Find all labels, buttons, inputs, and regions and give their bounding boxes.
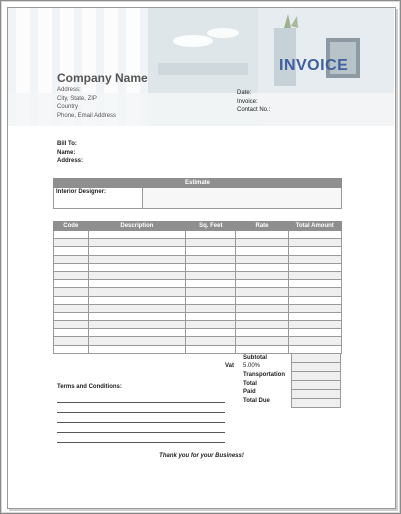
table-cell[interactable] <box>186 304 236 312</box>
table-cell[interactable] <box>236 280 288 288</box>
company-address-block <box>57 86 116 120</box>
terms-label: Terms and Conditions: <box>57 384 122 390</box>
address-line: Phone, Email Address <box>57 112 117 119</box>
table-cell[interactable] <box>54 239 89 247</box>
table-cell[interactable] <box>54 312 89 320</box>
vat-value: 5.00% <box>243 363 261 369</box>
table-cell[interactable] <box>88 312 186 320</box>
table-cell[interactable] <box>236 321 288 329</box>
address-line: Address: <box>57 87 81 93</box>
table-cell[interactable] <box>88 304 186 312</box>
table-cell[interactable] <box>54 304 89 312</box>
table-row <box>54 329 342 337</box>
table-cell[interactable] <box>88 345 186 353</box>
subtotal-label: Subtotal <box>243 355 267 361</box>
table-cell[interactable] <box>186 321 236 329</box>
totals-labels <box>243 354 285 405</box>
table-cell[interactable] <box>88 337 186 345</box>
column-header-sq-feet: Sq. Feet <box>186 222 236 231</box>
table-cell[interactable] <box>88 296 186 304</box>
column-header-total-amount: Total Amount <box>288 222 341 231</box>
table-cell[interactable] <box>186 288 236 296</box>
table-cell[interactable] <box>54 337 89 345</box>
estimate-table <box>53 178 342 209</box>
table-cell[interactable] <box>236 329 288 337</box>
table-cell[interactable] <box>54 345 89 353</box>
table-cell[interactable] <box>186 247 236 255</box>
table-cell[interactable] <box>288 255 341 263</box>
table-row <box>54 312 342 320</box>
date-label: Date: <box>237 90 252 96</box>
invoice-title: INVOICE <box>279 57 349 74</box>
table-cell[interactable] <box>88 271 186 279</box>
table-cell[interactable] <box>288 329 341 337</box>
bill-to-block <box>57 140 83 166</box>
terms-line[interactable] <box>57 433 225 443</box>
table-cell[interactable] <box>236 312 288 320</box>
table-row <box>54 271 342 279</box>
column-header-code: Code <box>54 222 89 231</box>
column-header-rate: Rate <box>236 222 288 231</box>
table-cell[interactable] <box>88 288 186 296</box>
table-cell[interactable] <box>88 329 186 337</box>
table-cell[interactable] <box>186 329 236 337</box>
table-cell[interactable] <box>54 247 89 255</box>
table-cell[interactable] <box>236 247 288 255</box>
terms-line[interactable] <box>57 413 225 423</box>
address-line: City, State, ZIP <box>57 95 97 102</box>
table-cell[interactable] <box>288 304 341 312</box>
invoice-meta <box>237 89 270 115</box>
table-cell[interactable] <box>88 321 186 329</box>
total-label: Total <box>243 380 257 387</box>
table-cell[interactable] <box>54 329 89 337</box>
address-label: Address: <box>57 158 84 164</box>
table-row <box>54 288 342 296</box>
table-row <box>54 296 342 304</box>
table-cell[interactable] <box>236 288 288 296</box>
table-cell[interactable] <box>186 271 236 279</box>
table-cell[interactable] <box>236 239 288 247</box>
table-row <box>54 321 342 329</box>
table-row <box>54 247 342 255</box>
table-cell[interactable] <box>88 280 186 288</box>
table-cell[interactable] <box>236 345 288 353</box>
table-cell[interactable] <box>186 345 236 353</box>
table-cell[interactable] <box>186 239 236 247</box>
contact-label: Contact No.: <box>237 107 271 113</box>
terms-line[interactable] <box>57 423 225 433</box>
table-row <box>54 280 342 288</box>
vat-label: Vat <box>225 363 235 369</box>
thank-you-note: Thank you for your Business! <box>159 453 244 459</box>
table-cell[interactable] <box>288 280 341 288</box>
table-cell[interactable] <box>88 239 186 247</box>
table-cell[interactable] <box>288 239 341 247</box>
table-cell[interactable] <box>236 263 288 271</box>
column-header-description: Description <box>88 222 186 231</box>
total-due-label: Total Due <box>243 397 270 404</box>
table-cell[interactable] <box>186 280 236 288</box>
table-cell[interactable] <box>186 263 236 271</box>
paid-label: Paid <box>243 389 256 395</box>
table-cell[interactable] <box>288 247 341 255</box>
table-cell[interactable] <box>54 280 89 288</box>
table-cell[interactable] <box>54 321 89 329</box>
table-cell[interactable] <box>54 288 89 296</box>
company-name: Company Name <box>57 71 148 85</box>
table-cell[interactable] <box>288 263 341 271</box>
table-cell[interactable] <box>236 255 288 263</box>
table-cell[interactable] <box>288 271 341 279</box>
totals-fields <box>291 354 341 408</box>
table-row <box>54 304 342 312</box>
table-row <box>54 337 342 345</box>
table-cell[interactable] <box>236 271 288 279</box>
transportation-label: Transportation <box>243 372 286 378</box>
estimate-header: Estimate <box>54 179 342 188</box>
table-cell[interactable] <box>54 255 89 263</box>
terms-line[interactable] <box>57 393 225 403</box>
address-line: Country <box>57 104 79 110</box>
table-cell[interactable] <box>236 296 288 304</box>
items-table <box>53 221 342 354</box>
table-row <box>54 255 342 263</box>
table-cell[interactable] <box>54 231 89 239</box>
table-cell[interactable] <box>88 263 186 271</box>
table-cell[interactable] <box>186 312 236 320</box>
interior-designer-field[interactable] <box>143 188 342 209</box>
invoice-number-label: Invoice: <box>237 98 258 105</box>
table-cell[interactable] <box>288 321 341 329</box>
table-cell[interactable] <box>186 296 236 304</box>
table-row <box>54 231 342 239</box>
table-cell[interactable] <box>186 337 236 345</box>
terms-lines <box>57 393 225 443</box>
bill-to-label: Bill To: <box>57 141 77 147</box>
table-cell[interactable] <box>288 296 341 304</box>
table-cell[interactable] <box>236 231 288 239</box>
table-cell[interactable] <box>186 231 236 239</box>
table-cell[interactable] <box>54 263 89 271</box>
table-cell[interactable] <box>236 304 288 312</box>
table-cell[interactable] <box>236 337 288 345</box>
table-cell[interactable] <box>88 255 186 263</box>
terms-line[interactable] <box>57 403 225 413</box>
table-cell[interactable] <box>288 288 341 296</box>
interior-designer-label: Interior Designer: <box>54 188 143 209</box>
table-row <box>54 239 342 247</box>
name-label: Name: <box>57 149 76 156</box>
table-cell[interactable] <box>88 231 186 239</box>
total-due-field[interactable] <box>291 398 341 408</box>
table-cell[interactable] <box>186 255 236 263</box>
table-cell[interactable] <box>88 247 186 255</box>
table-cell[interactable] <box>54 271 89 279</box>
table-cell[interactable] <box>54 296 89 304</box>
table-cell[interactable] <box>288 231 341 239</box>
table-row <box>54 263 342 271</box>
table-cell[interactable] <box>288 337 341 345</box>
item-rows <box>54 231 342 354</box>
table-cell[interactable] <box>288 312 341 320</box>
